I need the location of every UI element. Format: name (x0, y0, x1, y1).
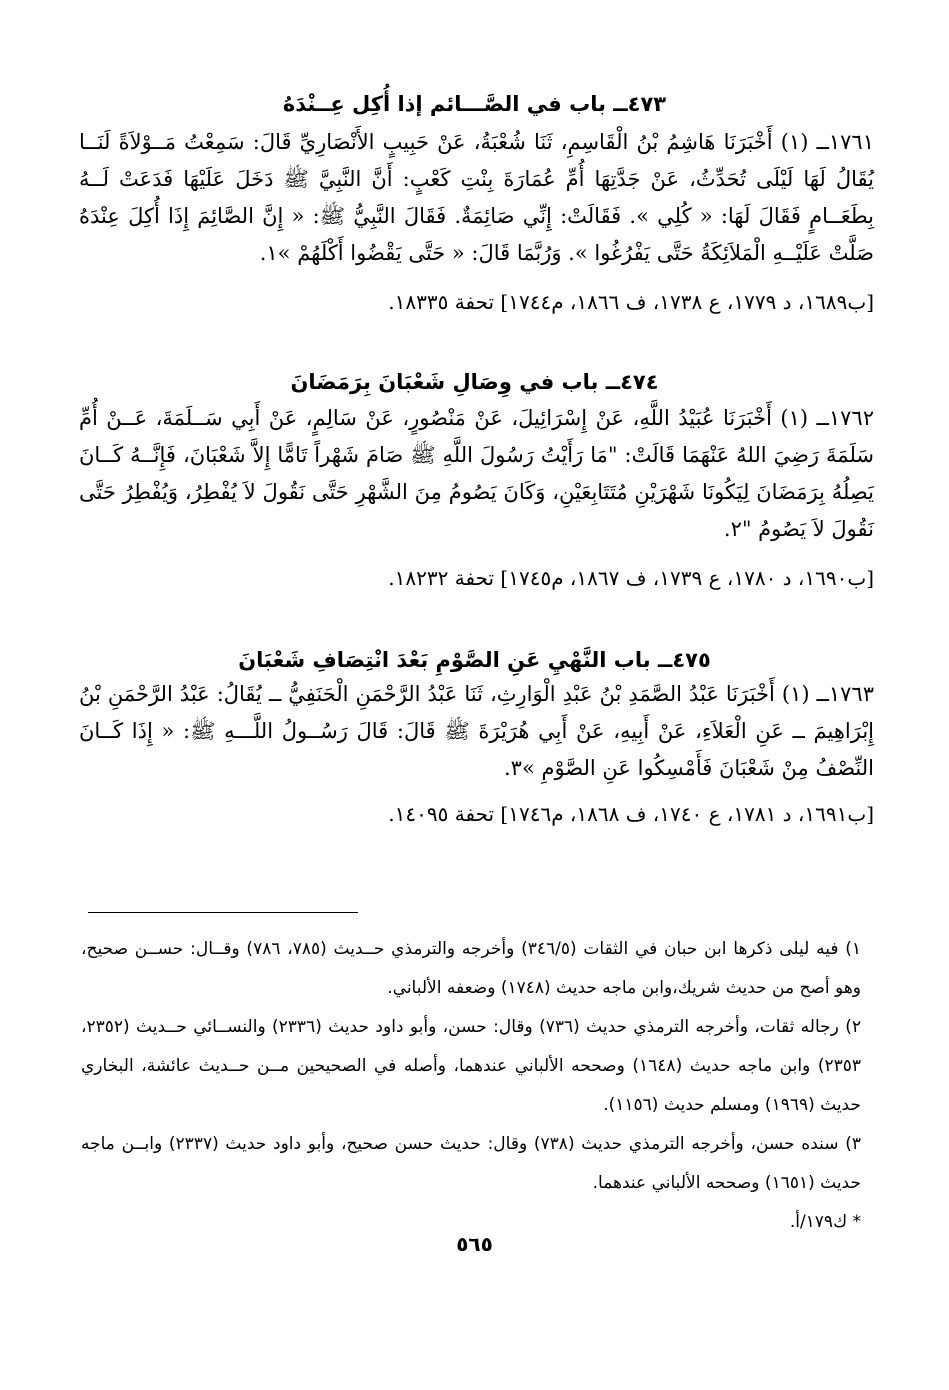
page-number: ٥٦٥ (456, 1232, 493, 1256)
footnote-divider (88, 912, 358, 913)
hadith-text: ١٧٦٣ــ (١) أَخْبَرَنَا عَبْدُ الصَّمَدِ بْنُ عَبْدِ الْوَارِثِ، ثَنَا عَبْدُ الرَّحْمَنِ الْحَنَفِيُّ ــ يُقَالُ: عَبْدُ الرَّحْمَنِ بْنُ إِبْرَاهِيمَ ــ عَنِ الْعَلاَءِ، عَنْ أَبِيهِ، عَنْ أَبِي هُرَيْرَةَ ﷺ قَالَ: قَالَ رَسُــولُ اللَّـــهِ ﷺ: « إِذَا كَــانَ النِّصْفُ مِنْ شَعْبَانَ فَأَمْسِكُوا عَنِ الصَّوْمِ »٣. (79, 682, 874, 780)
footnote-1: ١) فيه ليلى ذكرها ابن حبان في الثقات (٣٤٦/٥) وأخرجه والترمذي حــديث (٧٨٥، ٧٨٦) وقــال: حســن صحيح، وهو أصح من حديث شريك،وابن ماجه حديث (١٧٤٨) وضعفه الألباني. (81, 939, 862, 998)
hadith-1761 (79, 124, 874, 272)
hadith-text: ١٧٦٢ــ (١) أَخْبَرَنَا عُبَيْدُ اللَّهِ، عَنْ إِسْرَائِيلَ، عَنْ مَنْصُورٍ، عَنْ سَالِمٍ، عَنْ أَبِي سَــلَمَةَ، عَــنْ أُمِّ سَلَمَةَ رَضِيَ اللهُ عَنْهَمَا قَالَتْ: "مَا رَأَيْتُ رَسُولَ اللَّهِ ﷺ صَامَ شَهْراً تَامًّا إِلاَّ شَعْبَانَ، فَإِنَّــهُ كَــانَ يَصِلُهُ بِرَمَضَانَ لِيَكُونَا شَهْرَيْنِ مُتَتَابِعَيْنِ، وَكَانَ يَصُومُ مِنَ الشَّهْرِ حَتَّى نَقُولَ لاَ يُفْطِرُ، وَيُفْطِرُ حَتَّى نَقُولَ لاَ يَصُومُ "٢. (79, 406, 874, 541)
footnote-2: ٢) رجاله ثقات، وأخرجه الترمذي حديث (٧٣٦) وقال: حسن، وأبو داود حديث (٢٣٣٦) والنســائي حــديث (٢٣٥٢، ٢٣٥٣) وابن ماجه حديث (١٦٤٨) وصححه الألباني عندهما، وأصله في الصحيحين مــن حــديث عائشة، البخاري حديث (١٩٦٩) ومسلم حديث (١١٥٦). (81, 1017, 862, 1115)
hadith-references: [ب١٦٨٩، د ١٧٧٩، ع ١٧٣٨، ف ١٨٦٦، م١٧٤٤] تحفة ١٨٣٣٥. (388, 290, 874, 314)
hadith-references: [ب١٦٩٠، د ١٧٨٠، ع ١٧٣٩، ف ١٨٦٧، م١٧٤٥] تحفة ١٨٢٣٢. (388, 566, 874, 590)
hadith-1763 (79, 676, 874, 787)
footnotes (81, 930, 861, 1242)
hadith-text: ١٧٦١ــ (١) أَخْبَرَنَا هَاشِمُ بْنُ الْقَاسِمِ، ثَنَا شُعْبَةُ، عَنْ حَبِيبٍ الأَنْصَارِيِّ قَالَ: سَمِعْتُ مَــوْلاَةً لَنَــا يُقَالُ لَهَا لَيْلَى تُحَدِّثُ، عَنْ جَدَّتِهَا أُمِّ عُمَارَةَ بِنْتِ كَعْبٍ: أَنَّ النَّبِيَّ ﷺ دَخَلَ عَلَيْهَا فَدَعَتْ لَــهُ بِطَعَــامٍ فَقَالَ لَهَا: « كُلِي ». فَقَالَتْ: إِنِّي صَائِمَةٌ. فَقَالَ النَّبِيُّ ﷺ: « إِنَّ الصَّائِمَ إِذَا أُكِلَ عِنْدَهُ صَلَّتْ عَلَيْــهِ الْمَلاَئِكَةُ حَتَّى يَفْرُغُوا ». وَرُبَّمَا قَالَ: « حَتَّى يَقْضُوا أَكْلَهُمْ »١. (79, 130, 874, 265)
hadith-references: [ب١٦٩١، د ١٧٨١، ع ١٧٤٠، ف ١٨٦٨، م١٧٤٦] تحفة ١٤٠٩٥. (388, 802, 874, 826)
section-heading-474: ٤٧٤ــ باب في وِصَالِ شَعْبَانَ بِرَمَضَانَ (290, 370, 659, 394)
hadith-1762 (79, 400, 874, 548)
section-heading-473: ٤٧٣ــ باب في الصَّـــائم إذا أُكِل عِــنْدَهُ (282, 92, 667, 116)
footnote-3: ٣) سنده حسن، وأخرجه الترمذي حديث (٧٣٨) وقال: حديث حسن صحيح، وأبو داود حديث (٢٣٣٧) وابــن ماجه حديث (١٦٥١) وصححه الألباني عندهما. (81, 1134, 862, 1193)
section-heading-475: ٤٧٥ــ باب النَّهْيِ عَنِ الصَّوْمِ بَعْدَ انْتِصَافِ شَعْبَانَ (238, 648, 711, 672)
manuscript-note: * ك١٧٩/أ. (789, 1212, 861, 1232)
